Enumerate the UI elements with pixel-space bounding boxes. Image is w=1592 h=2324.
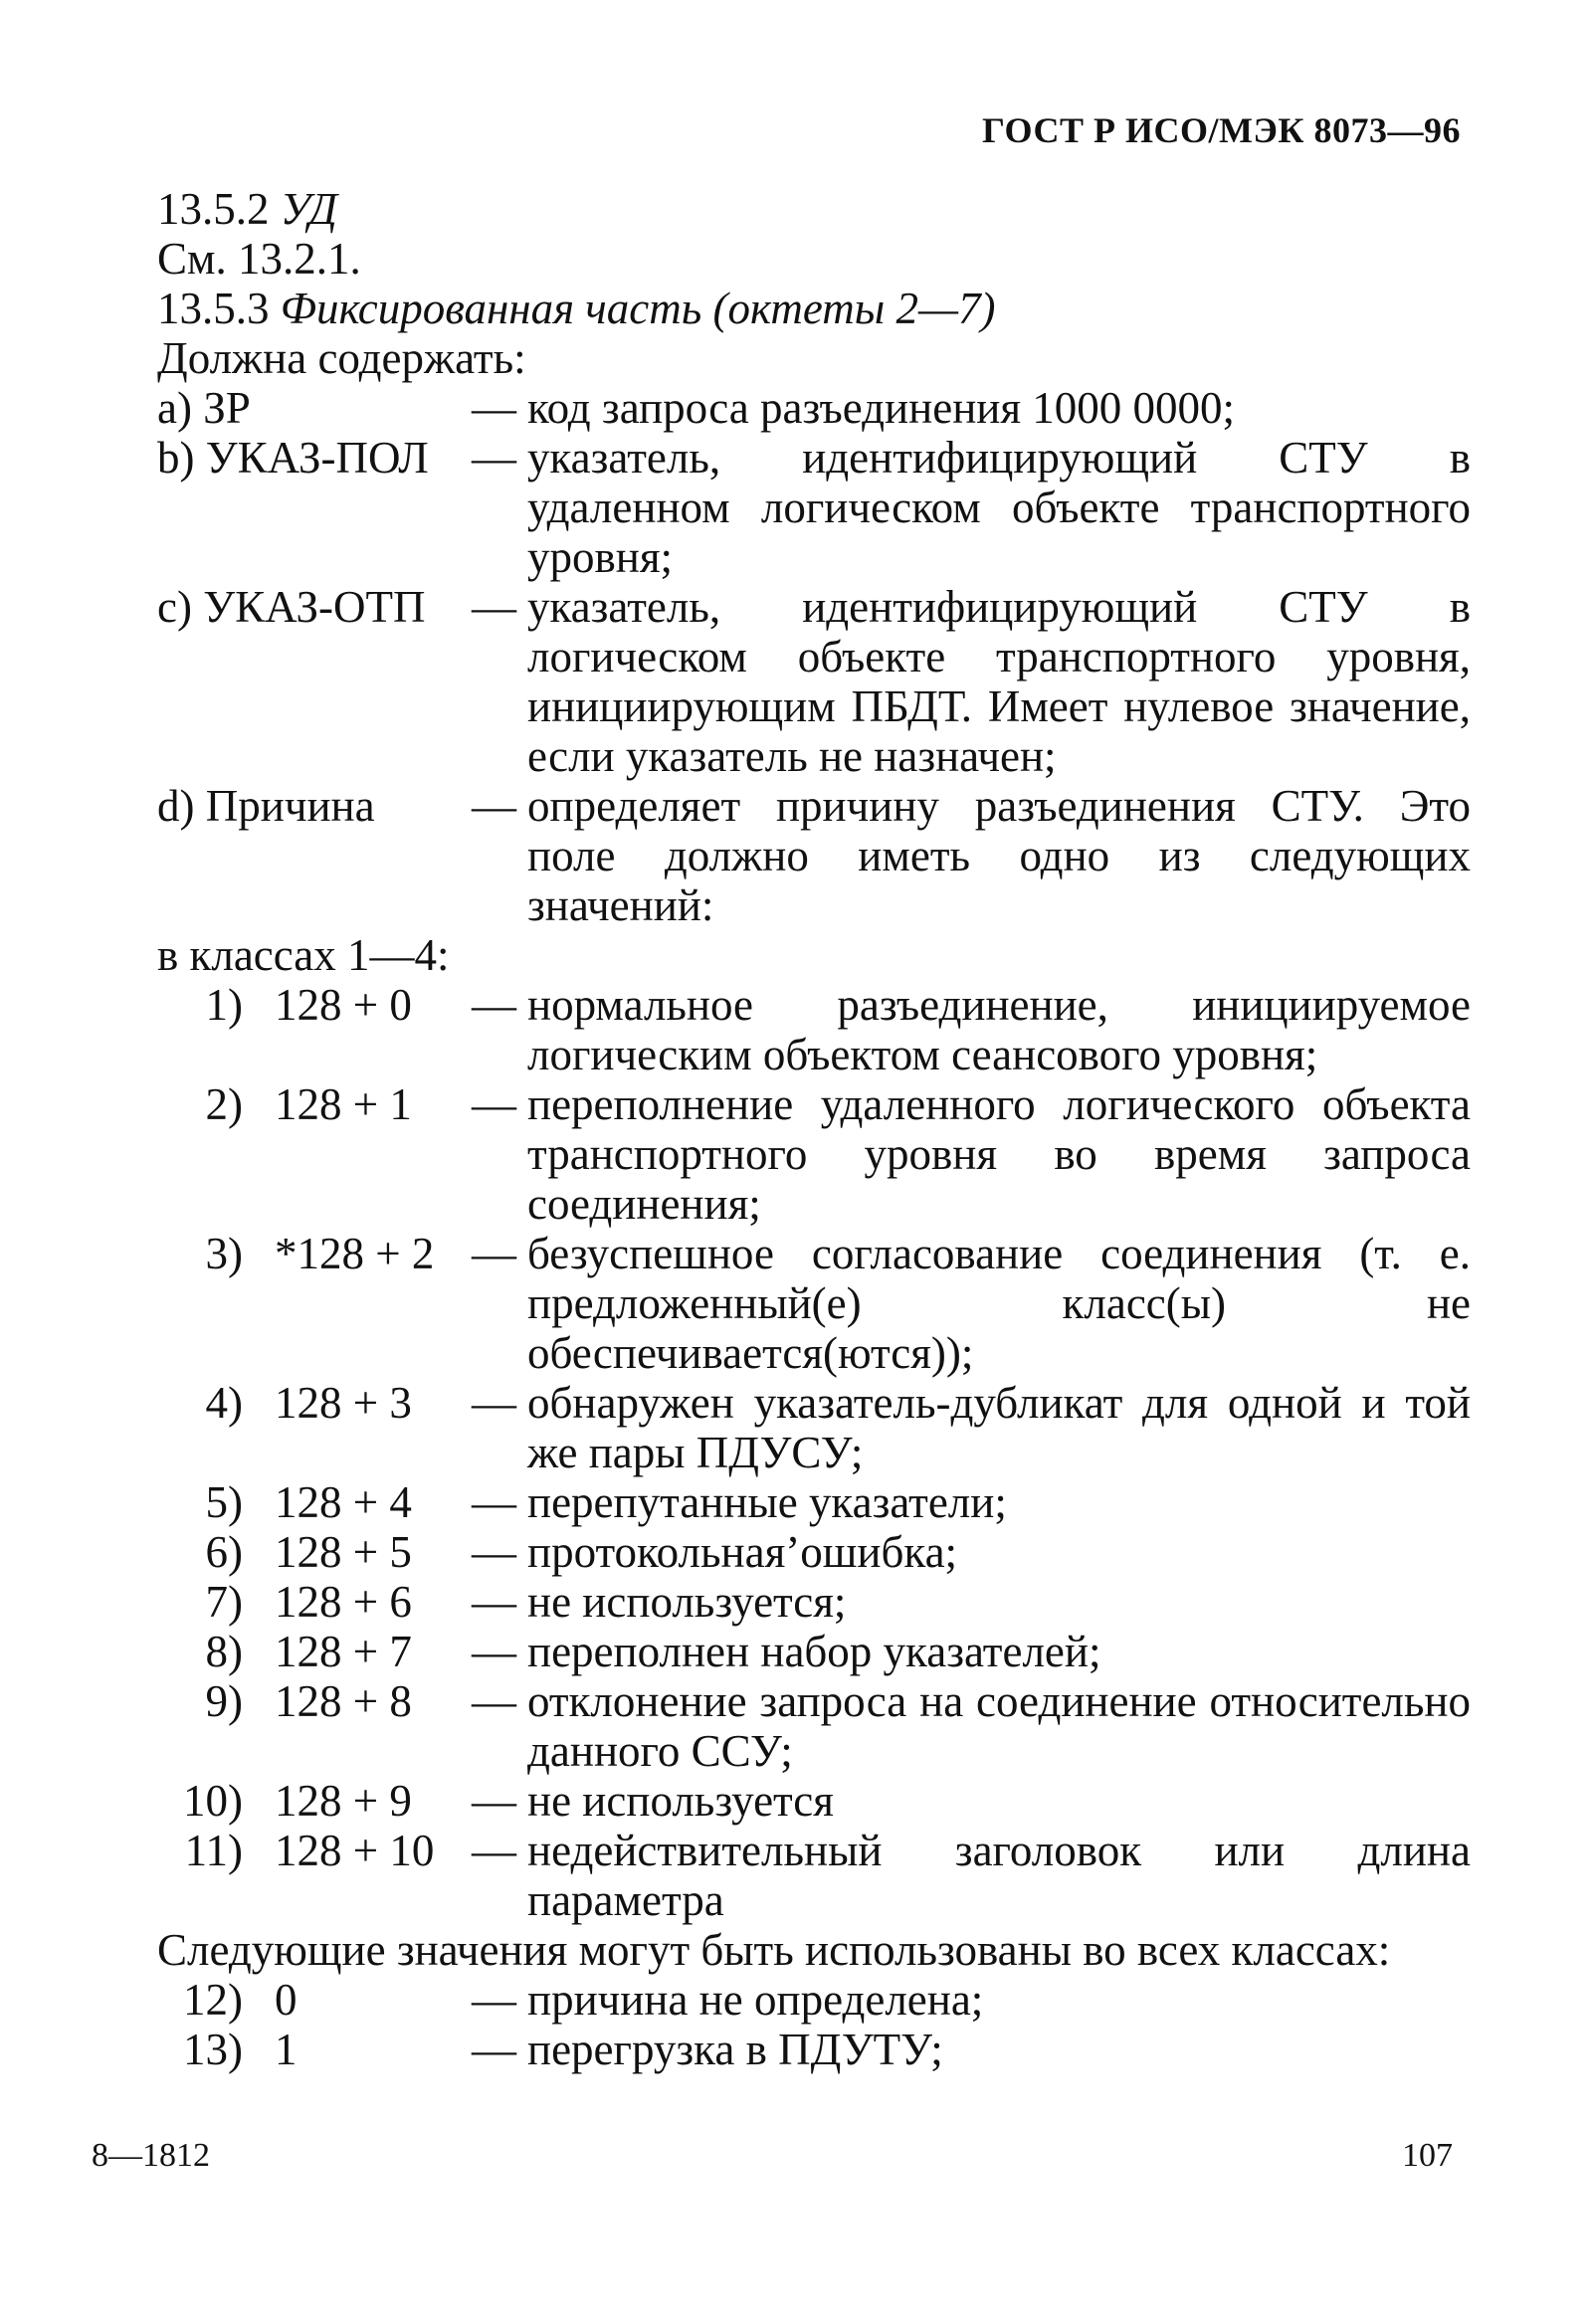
section-number: 13.5.3 [157,284,270,333]
dash: — [472,781,516,831]
section-intro: Должна содержать: [157,333,526,383]
reason-item [157,1477,1471,1527]
reason-number: 10) [183,1776,243,1826]
reason-description: не используется; [527,1577,847,1627]
reason-code: *128 + 2 [275,1229,435,1278]
classes-intro: в классах 1—4: [157,930,450,980]
field-item [157,781,1471,930]
reason-code: 128 + 10 [275,1826,435,1875]
reason-description: обнаружен указатель-дубликат для одной и той же пары ПДУСУ; [527,1378,1471,1477]
field-description: указатель, идентифицирующий СТУ в удаленном логическом объекте транспортного уровня; [527,433,1471,582]
field-item [157,433,1471,582]
reason-number: 1) [205,980,243,1030]
reason-item [157,1229,1471,1378]
field-description: определяет причину разъединения СТУ. Это поле должно иметь одно из следующих значений: [527,781,1471,930]
reason-code: 128 + 6 [275,1577,412,1627]
reason-code: 0 [275,1975,298,2025]
reason-description: перегрузка в ПДУТУ; [527,2025,943,2074]
section-number: 13.5.2 [157,184,270,234]
reason-number: 12) [183,1975,243,2025]
reason-item [157,1975,1471,2025]
dash: — [472,1229,516,1278]
dash: — [472,1477,516,1527]
field-label: a) ЗР [157,383,251,433]
field-label: d) Причина [157,781,375,831]
reason-code: 128 + 9 [275,1776,412,1826]
dash: — [472,1577,516,1627]
reason-code: 128 + 4 [275,1477,412,1527]
all-class-reason-list [157,1975,1471,2074]
dash: — [472,2025,516,2074]
dash: — [472,1627,516,1676]
reason-code: 128 + 8 [275,1676,412,1726]
dash: — [472,980,516,1030]
reason-code: 1 [275,2025,298,2074]
reason-code: 128 + 1 [275,1079,412,1129]
reason-description: недействительный заголовок или длина параметра [527,1826,1471,1925]
reason-item [157,1627,1471,1676]
reason-item [157,2025,1471,2074]
dash: — [472,1975,516,2025]
reason-number: 6) [205,1527,243,1577]
field-description: указатель, идентифицирующий СТУ в логическом объекте транспортного уровня, инициирующим ПБДТ. Имеет нулевое значение, если указатель не назначен; [527,582,1471,781]
reason-description: причина не определена; [527,1975,984,2025]
reason-list [157,980,1471,1925]
reason-number: 4) [205,1378,243,1428]
section-13-5-2-heading [157,184,1471,234]
reason-code: 128 + 3 [275,1378,412,1428]
dash: — [472,1079,516,1129]
reason-number: 3) [205,1229,243,1278]
reason-item [157,1676,1471,1776]
reason-number: 11) [184,1826,243,1875]
section-title: УД [280,184,337,234]
dash: — [472,582,516,632]
dash: — [472,383,516,433]
reason-item [157,1776,1471,1826]
reason-description: не используется [527,1776,834,1826]
cross-reference: См. 13.2.1. [157,234,361,284]
dash: — [472,1527,516,1577]
dash: — [472,1676,516,1726]
reason-item [157,980,1471,1079]
footer-print-code: 8—1812 [92,2137,210,2174]
reason-code: 128 + 0 [275,980,412,1030]
reason-number: 5) [205,1477,243,1527]
field-description: код запроса разъединения 1000 0000; [527,383,1236,433]
dash: — [472,1826,516,1875]
reason-item [157,1527,1471,1577]
page-body [157,184,1471,2074]
reason-item [157,1079,1471,1229]
reason-description: безуспешное согласование соединения (т. е. предложенный(е) класс(ы) не обеспечивается(ются)); [527,1229,1471,1378]
reason-number: 2) [205,1079,243,1129]
page-number: 107 [1402,2137,1453,2174]
reason-item [157,1378,1471,1477]
all-classes-intro: Следующие значения могут быть использованы во всех классах: [157,1925,1391,1975]
reason-item [157,1826,1471,1925]
reason-number: 7) [205,1577,243,1627]
reason-code: 128 + 5 [275,1527,412,1577]
reason-description: переполнение удаленного логического объекта транспортного уровня во время запроса соединения; [527,1079,1471,1229]
section-13-5-3-heading [157,284,1471,333]
dash: — [472,1776,516,1826]
field-item [157,582,1471,781]
dash: — [472,1378,516,1428]
running-header: ГОСТ Р ИСО/МЭК 8073—96 [982,110,1461,150]
reason-item [157,1577,1471,1627]
field-label: b) УКАЗ-ПОЛ [157,433,429,483]
field-item [157,383,1471,433]
reason-number: 8) [205,1627,243,1676]
reason-code: 128 + 7 [275,1627,412,1676]
field-list [157,383,1471,930]
reason-description: переполнен набор указателей; [527,1627,1101,1676]
reason-number: 13) [183,2025,243,2074]
section-title: Фиксированная часть (октеты 2—7) [280,284,996,333]
field-label: c) УКАЗ-ОТП [157,582,426,632]
dash: — [472,433,516,483]
reason-description: отклонение запроса на соединение относительно данного ССУ; [527,1676,1471,1776]
reason-description: нормальное разъединение, инициируемое логическим объектом сеансового уровня; [527,980,1471,1079]
reason-description: протокольная’ошибка; [527,1527,958,1577]
reason-description: перепутанные указатели; [527,1477,1007,1527]
reason-number: 9) [205,1676,243,1726]
